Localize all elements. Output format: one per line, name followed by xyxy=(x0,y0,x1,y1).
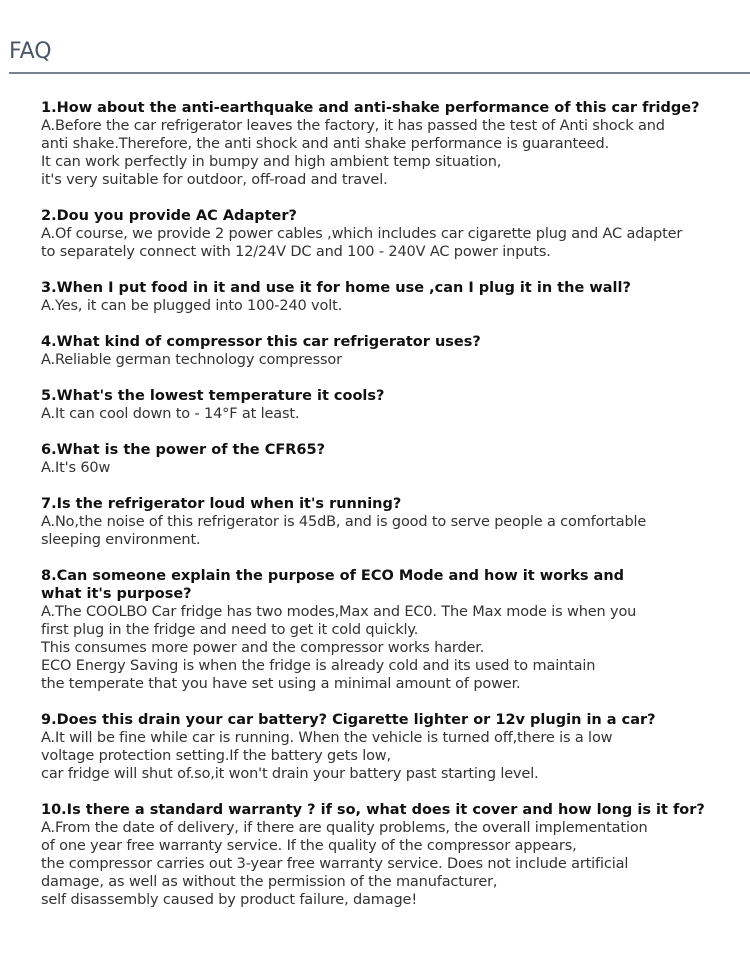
faq-item xyxy=(41,99,741,189)
faq-answer-line: the temperate that you have set using a minimal amount of power. xyxy=(41,676,521,692)
faq-answer-line: sleeping environment. xyxy=(41,532,201,548)
faq-question: 7.Is the refrigerator loud when it's running? xyxy=(41,496,402,512)
faq-answer-line: A.It can cool down to - 14°F at least. xyxy=(41,406,300,422)
faq-answer-line: A.It will be fine while car is running. When the vehicle is turned off,there is a low xyxy=(41,730,613,746)
faq-item xyxy=(41,495,741,549)
faq-item xyxy=(41,801,741,909)
faq-item xyxy=(41,387,741,423)
faq-answer-line: A.The COOLBO Car fridge has two modes,Max and EC0. The Max mode is when you xyxy=(41,604,637,620)
faq-question: 10.Is there a standard warranty ? if so, what does it cover and how long is it for? xyxy=(41,802,705,818)
faq-answer-line: self disassembly caused by product failure, damage! xyxy=(41,892,417,908)
faq-answer-line: A.It's 60w xyxy=(41,460,111,476)
faq-answer-line: it's very suitable for outdoor, off-road and travel. xyxy=(41,172,388,188)
faq-answer-line: A.From the date of delivery, if there are quality problems, the overall implementation xyxy=(41,820,648,836)
faq-answer-line: A.No,the noise of this refrigerator is 45dB, and is good to serve people a comfortable xyxy=(41,514,647,530)
faq-answer-line: A.Reliable german technology compressor xyxy=(41,352,342,368)
faq-question: 3.When I put food in it and use it for home use ,can I plug it in the wall? xyxy=(41,280,631,296)
page-header xyxy=(9,38,750,74)
faq-answer-line: ECO Energy Saving is when the fridge is already cold and its used to maintain xyxy=(41,658,596,674)
faq-question: 5.What's the lowest temperature it cools? xyxy=(41,388,385,404)
faq-question: 8.Can someone explain the purpose of ECO Mode and how it works and what it's purpose? xyxy=(41,568,625,602)
faq-answer-line: A.Before the car refrigerator leaves the factory, it has passed the test of Anti shock and xyxy=(41,118,665,134)
page-title: FAQ xyxy=(9,39,52,64)
faq-answer-line: A.Of course, we provide 2 power cables ,which includes car cigarette plug and AC adapter xyxy=(41,226,683,242)
faq-answer-line: A.Yes, it can be plugged into 100-240 volt. xyxy=(41,298,343,314)
faq-item xyxy=(41,207,741,261)
faq-question: 4.What kind of compressor this car refrigerator uses? xyxy=(41,334,481,350)
faq-answer-line: It can work perfectly in bumpy and high ambient temp situation, xyxy=(41,154,502,170)
faq-item xyxy=(41,333,741,369)
faq-answer-line: damage, as well as without the permission of the manufacturer, xyxy=(41,874,498,890)
faq-question: 6.What is the power of the CFR65? xyxy=(41,442,325,458)
faq-question: 1.How about the anti-earthquake and anti-shake performance of this car fridge? xyxy=(41,100,700,116)
faq-answer-line: anti shake.Therefore, the anti shock and anti shake performance is guaranteed. xyxy=(41,136,610,152)
faq-question: 9.Does this drain your car battery? Cigarette lighter or 12v plugin in a car? xyxy=(41,712,656,728)
faq-item xyxy=(41,711,741,783)
faq-answer-line: voltage protection setting.If the battery gets low, xyxy=(41,748,391,764)
faq-item xyxy=(41,567,741,693)
faq-item xyxy=(41,279,741,315)
faq-answer-line: to separately connect with 12/24V DC and 100 - 240V AC power inputs. xyxy=(41,244,551,260)
faq-answer-line: of one year free warranty service. If the quality of the compressor appears, xyxy=(41,838,577,854)
faq-answer-line: This consumes more power and the compressor works harder. xyxy=(41,640,485,656)
faq-answer-line: first plug in the fridge and need to get it cold quickly. xyxy=(41,622,419,638)
title-divider xyxy=(9,72,750,74)
faq-item xyxy=(41,441,741,477)
faq-list xyxy=(41,99,741,927)
faq-answer-line: the compressor carries out 3-year free warranty service. Does not include artificial xyxy=(41,856,629,872)
faq-question: 2.Dou you provide AC Adapter? xyxy=(41,208,297,224)
faq-answer-line: car fridge will shut of.so,it won't drain your battery past starting level. xyxy=(41,766,539,782)
